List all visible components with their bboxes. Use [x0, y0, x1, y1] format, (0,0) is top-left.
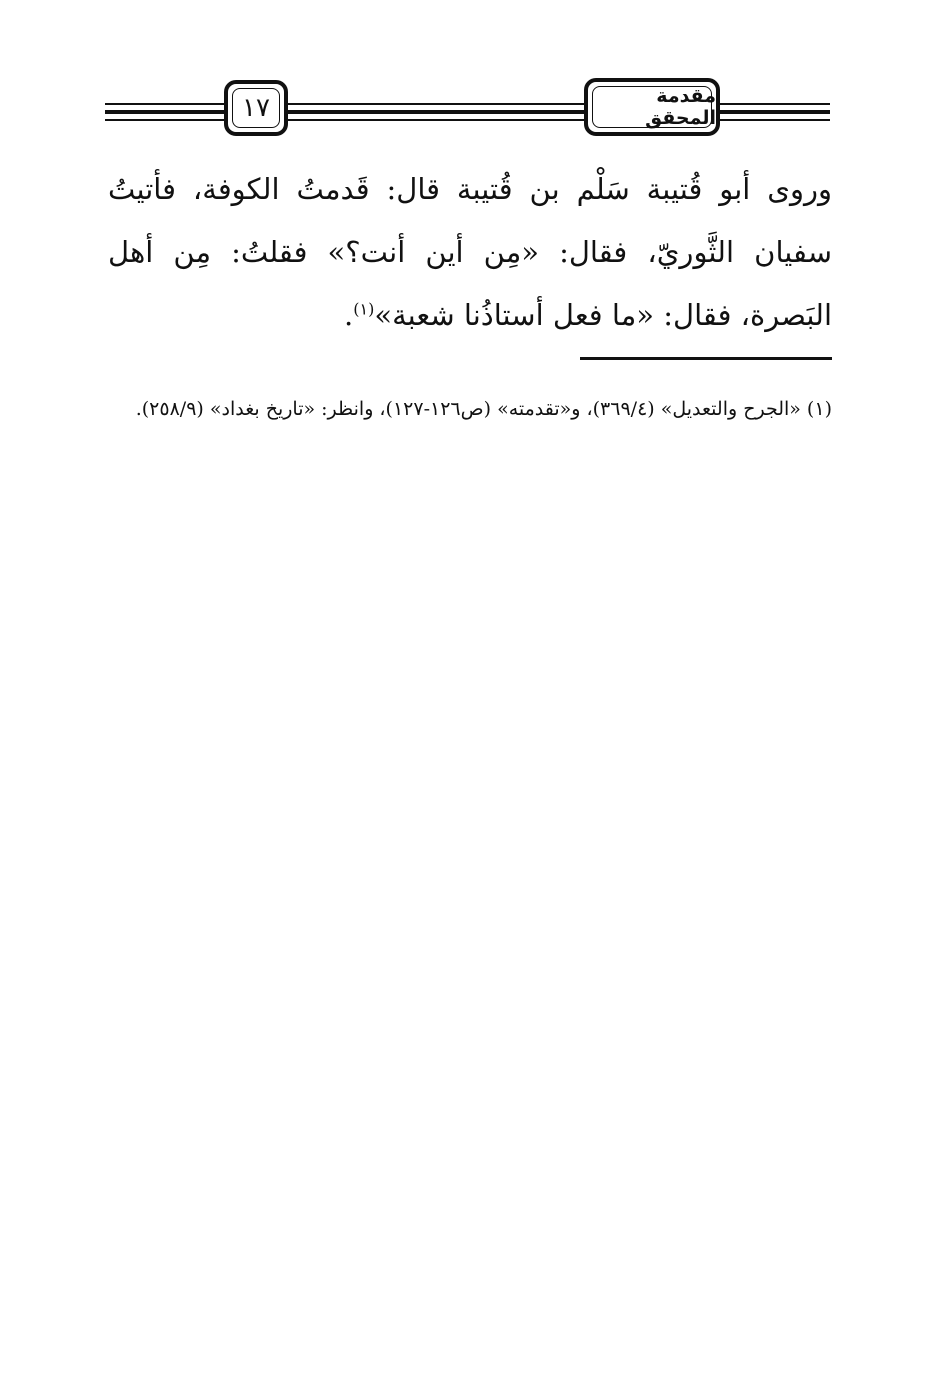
footnote-reference: (١) — [353, 299, 375, 319]
footnote-separator — [580, 357, 832, 360]
header-rule-top — [105, 103, 830, 105]
paragraph-end-mark: . — [344, 298, 354, 332]
section-title-box — [584, 78, 720, 136]
section-title: مقدمة المحقق — [645, 85, 716, 129]
footnote-text: (١) «الجرح والتعديل» (٣٦٩/٤)، و«تقدمته» (ص١٢٦-١٢٧)، وانظر: «تاريخ بغداد» (٢٥٨/٩). — [135, 398, 832, 420]
page-number: ١٧ — [242, 93, 270, 123]
footnote-1 — [110, 390, 832, 428]
header-rule-middle — [105, 110, 830, 114]
header-rule-bottom — [105, 119, 830, 121]
paragraph-text: وروى أبو قُتيبة سَلْم بن قُتيبة قال: قَدمتُ الكوفة، فأتيتُ سفيان الثَّوريّ، فقال: «مِن أين أنت؟» فقلتُ: مِن أهل البَصرة، فقال: «ما فعل أستاذُنا شعبة» — [108, 172, 832, 332]
page-number-box — [224, 80, 288, 136]
main-paragraph — [108, 158, 832, 347]
